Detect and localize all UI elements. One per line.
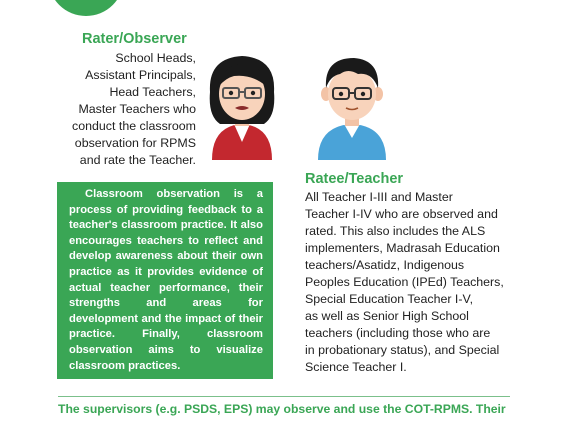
logo-badge [48, 0, 124, 16]
classroom-observation-text: Classroom observation is a process of providing feedback to a teacher's classroom practice. It also encourages teachers to reflect and develop awareness about their own practice as it provides evidence of actual teacher performance, their strengths and areas for development and the impact of their practice. Finally, classroom observation aims to visualize classroom practices. [69, 188, 263, 372]
rater-line: and rate the Teacher. [79, 153, 196, 167]
footer-text: The supervisors (e.g. PSDS, EPS) may observe and use the COT-RPMS. Their [58, 402, 506, 416]
classroom-observation-box [57, 182, 273, 379]
ratee-line: rated. This also includes the ALS [305, 224, 486, 238]
ratee-line: Peoples Education (IPEd) Teachers, [305, 275, 504, 289]
rater-line: Assistant Principals, [85, 68, 196, 82]
section-divider [58, 396, 510, 397]
ratee-line: Teacher I-IV who are observed and [305, 207, 498, 221]
rater-line: observation for RPMS [74, 136, 196, 150]
rater-line: Head Teachers, [109, 85, 196, 99]
ratee-line: teachers/Asatidz, Indigenous [305, 258, 465, 272]
ratee-line: teachers (including those who are [305, 326, 491, 340]
ratee-line: implementers, Madrasah Education [305, 241, 500, 255]
ratee-title: Ratee/Teacher [305, 171, 404, 187]
ratee-line: Special Education Teacher I-V, [305, 292, 474, 306]
rater-line: School Heads, [115, 51, 196, 65]
ratee-description [305, 189, 535, 376]
ratee-line: Science Teacher I. [305, 360, 407, 374]
rater-avatar-icon [204, 52, 280, 160]
ratee-line: as well as Senior High School [305, 309, 469, 323]
rater-description [40, 50, 196, 169]
ratee-line: in probationary status), and Special [305, 343, 500, 357]
rater-line: Master Teachers who [78, 102, 196, 116]
rater-line: conduct the classroom [72, 119, 196, 133]
ratee-avatar-icon [314, 54, 390, 160]
ratee-line: All Teacher I-III and Master [305, 190, 453, 204]
rater-title: Rater/Observer [82, 31, 187, 47]
